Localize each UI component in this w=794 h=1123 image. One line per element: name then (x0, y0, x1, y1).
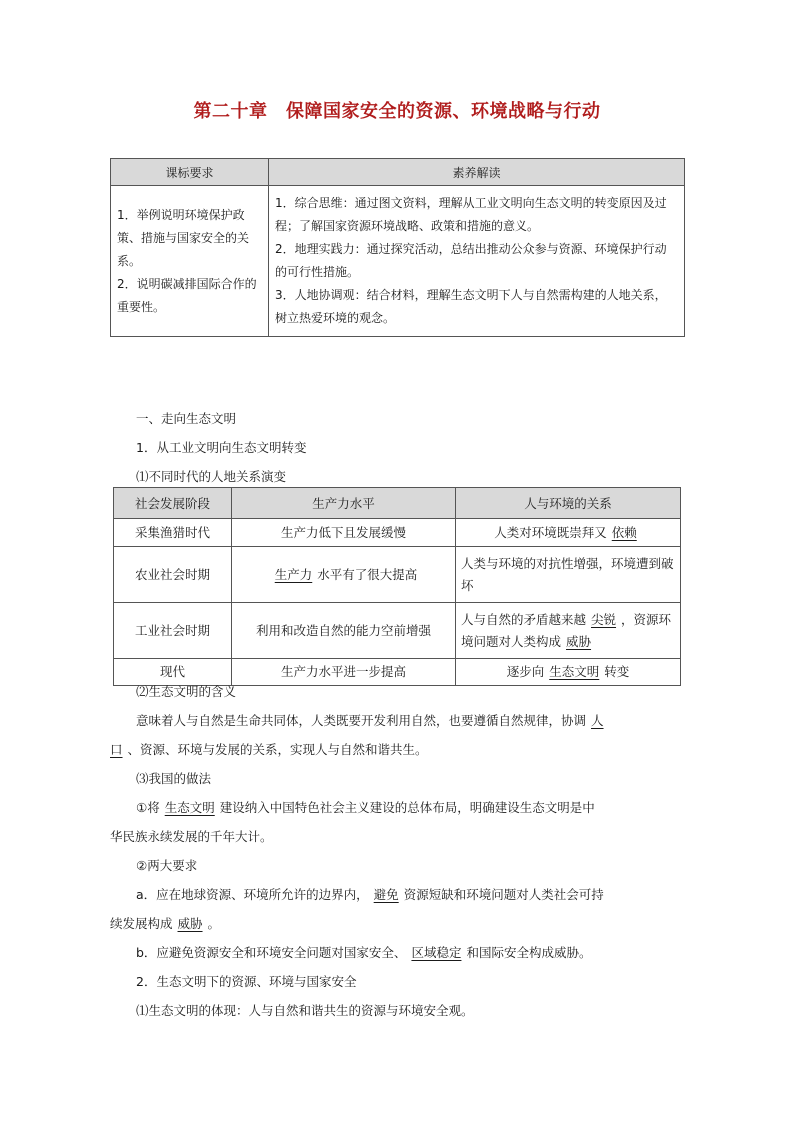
paragraph-line: b．应避免资源安全和环境安全问题对国家安全、 区域稳定 和国际安全构成威胁。 (136, 945, 592, 960)
stage-cell: 工业社会时期 (114, 603, 232, 659)
paragraph-line: 口 、资源、环境与发展的关系，实现人与自然和谐共生。 (110, 742, 428, 757)
curriculum-item: 1．举例说明环境保护政策、措施与国家安全的关系。 (117, 207, 250, 268)
relationship-cell: 人与自然的矛盾越来越 尖锐 ，资源环境问题对人类构成 威胁 (456, 603, 681, 659)
literacy-item: 1．综合思维：通过图文资料，理解从工业文明向生态文明的转变原因及过程；了解国家资源环境战略、政策和措施的意义。 (275, 196, 667, 233)
header-productivity: 生产力水平 (232, 488, 456, 519)
content-body (110, 677, 684, 1025)
header-curriculum: 课标要求 (111, 159, 269, 186)
subsection-heading: 1．从工业文明向生态文明转变 (136, 440, 307, 455)
answer-blank: 避免 (373, 887, 399, 902)
relationship-cell: 逐步向 生态文明 转变 (456, 659, 681, 686)
paragraph-line: ①将 生态文明 建设纳入中国特色社会主义建设的总体布局，明确建设生态文明是中 (136, 800, 595, 815)
table-row (114, 603, 681, 659)
paragraph-line: 华民族永续发展的千年大计。 (110, 829, 273, 844)
table-row (114, 547, 681, 603)
curriculum-requirements-table (110, 158, 685, 337)
section-heading: 一、走向生态文明 (136, 411, 237, 426)
curriculum-item: 2．说明碳减排国际合作的重要性。 (117, 276, 257, 314)
subsection-subheading: ②两大要求 (136, 858, 198, 873)
literacy-item: 3．人地协调观：结合材料，理解生态文明下人与自然需构建的人地关系，树立热爱环境的观念。 (275, 288, 667, 325)
stage-cell: 农业社会时期 (114, 547, 232, 603)
stage-cell: 采集渔猎时代 (114, 519, 232, 547)
literacy-cell (269, 186, 685, 337)
header-stage: 社会发展阶段 (114, 488, 232, 519)
answer-blank: 威胁 (177, 916, 203, 931)
productivity-cell: 生产力 水平有了很大提高 (232, 547, 456, 603)
header-literacy: 素养解读 (269, 159, 685, 186)
productivity-cell: 生产力低下且发展缓慢 (232, 519, 456, 547)
subsection-subheading: ⑴生态文明的体现：人与自然和谐共生的资源与环境安全观。 (136, 1003, 474, 1018)
relationship-cell: 人类对环境既崇拜又 依赖 (456, 519, 681, 547)
paragraph-line: 意味着人与自然是生命共同体，人类既要开发利用自然，也要遵循自然规律，协调 人 (136, 713, 604, 728)
paragraph-line: 续发展构成 威胁 。 (110, 916, 221, 931)
answer-blank: 威胁 (566, 633, 592, 649)
answer-blank: 人 (591, 713, 604, 728)
subsection-subheading: ⑶我国的做法 (136, 771, 212, 786)
section-intro (110, 404, 684, 491)
answer-blank: 口 (110, 742, 123, 757)
paragraph-line: a．应在地球资源、环境所允许的边界内， 避免 资源短缺和环境问题对人类社会可持 (136, 887, 604, 902)
header-relationship: 人与环境的关系 (456, 488, 681, 519)
development-stage-table (113, 487, 681, 686)
subsection-subheading: ⑵生态文明的含义 (136, 684, 237, 699)
answer-blank: 生产力 (274, 566, 313, 582)
literacy-item: 2．地理实践力：通过探究活动，总结出推动公众参与资源、环境保护行动的可行性措施。 (275, 242, 667, 279)
stage-cell: 现代 (114, 659, 232, 686)
page-title: 第二十章 保障国家安全的资源、环境战略与行动 (193, 101, 601, 122)
answer-blank: 生态文明 (164, 800, 215, 815)
relationship-cell: 人类与环境的对抗性增强，环境遭到破坏 (456, 547, 681, 603)
answer-blank: 依赖 (611, 524, 637, 540)
subsection-subheading: ⑴不同时代的人地关系演变 (136, 469, 287, 484)
answer-blank: 尖锐 (591, 611, 617, 627)
table-row (114, 519, 681, 547)
productivity-cell: 生产力水平进一步提高 (232, 659, 456, 686)
productivity-cell: 利用和改造自然的能力空前增强 (232, 603, 456, 659)
answer-blank: 区域稳定 (411, 945, 462, 960)
answer-blank: 生态文明 (549, 664, 600, 679)
subsection-heading: 2．生态文明下的资源、环境与国家安全 (136, 974, 357, 989)
curriculum-cell (111, 186, 269, 337)
